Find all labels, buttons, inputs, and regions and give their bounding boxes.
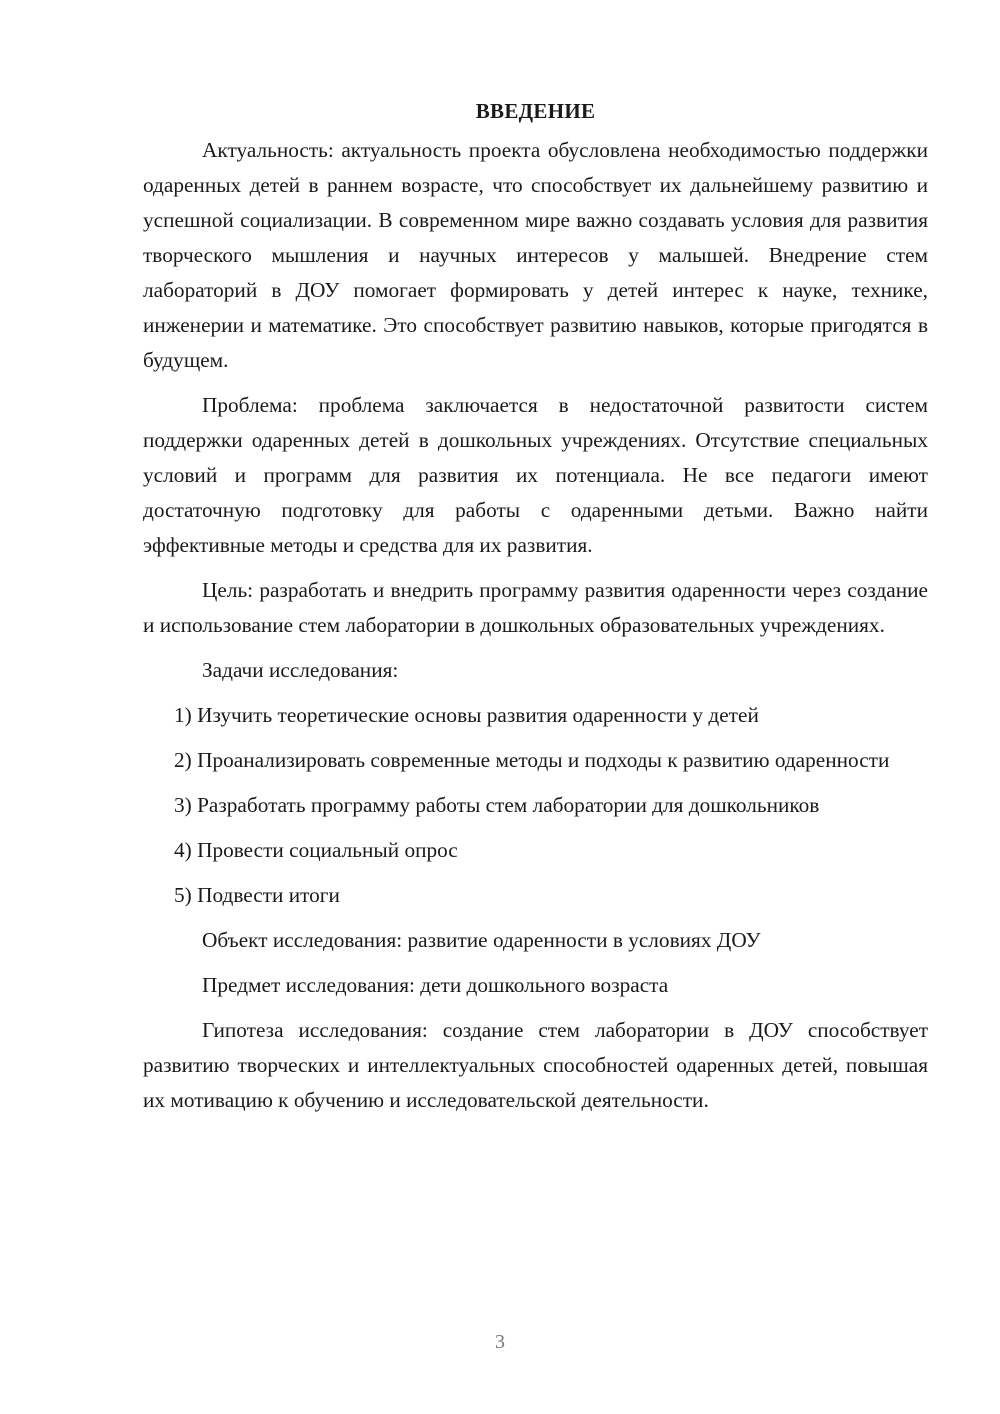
subject-paragraph: Предмет исследования: дети дошкольного возраста — [202, 973, 669, 997]
hypothesis-paragraph: Гипотеза исследования: создание стем лаборатории в ДОУ способствует развитию творческих и интеллектуальных способностей одаренных детей, повышая их мотивацию к обучению и исследовательской деятельности. — [143, 1018, 928, 1112]
tasks-list — [143, 698, 928, 913]
task-item-4: 4) Провести социальный опрос — [174, 838, 458, 862]
document-page — [143, 94, 928, 1128]
task-item-1: 1) Изучить теоретические основы развития одаренности у детей — [174, 703, 759, 727]
task-item-3: 3) Разработать программу работы стем лаборатории для дошкольников — [174, 793, 820, 817]
page-title: ВВЕДЕНИЕ — [475, 99, 596, 123]
problem-paragraph: Проблема: проблема заключается в недостаточной развитости систем поддержки одаренных детей в дошкольных учреждениях. Отсутствие специальных условий и программ для развития их потенциала. Не все педагоги имеют достаточную подготовку для работы с одаренными детьми. Важно найти эффективные методы и средства для их развития. — [143, 393, 928, 557]
task-item-2: 2) Проанализировать современные методы и подходы к развитию одаренности — [174, 748, 890, 772]
object-paragraph: Объект исследования: развитие одаренности в условиях ДОУ — [202, 928, 761, 952]
task-item-5: 5) Подвести итоги — [174, 883, 340, 907]
relevance-paragraph: Актуальность: актуальность проекта обусловлена необходимостью поддержки одаренных детей в раннем возрасте, что способствует их дальнейшему развитию и успешной социализации. В современном мире важно создавать условия для развития творческого мышления и научных интересов у малышей. Внедрение стем лабораторий в ДОУ помогает формировать у детей интерес к науке, технике, инженерии и математике. Это способствует развитию навыков, которые пригодятся в будущем. — [143, 138, 928, 372]
goal-paragraph: Цель: разработать и внедрить программу развития одаренности через создание и использование стем лаборатории в дошкольных образовательных учреждениях. — [143, 578, 928, 637]
page-number: 3 — [495, 1331, 505, 1353]
tasks-title: Задачи исследования: — [202, 658, 399, 682]
